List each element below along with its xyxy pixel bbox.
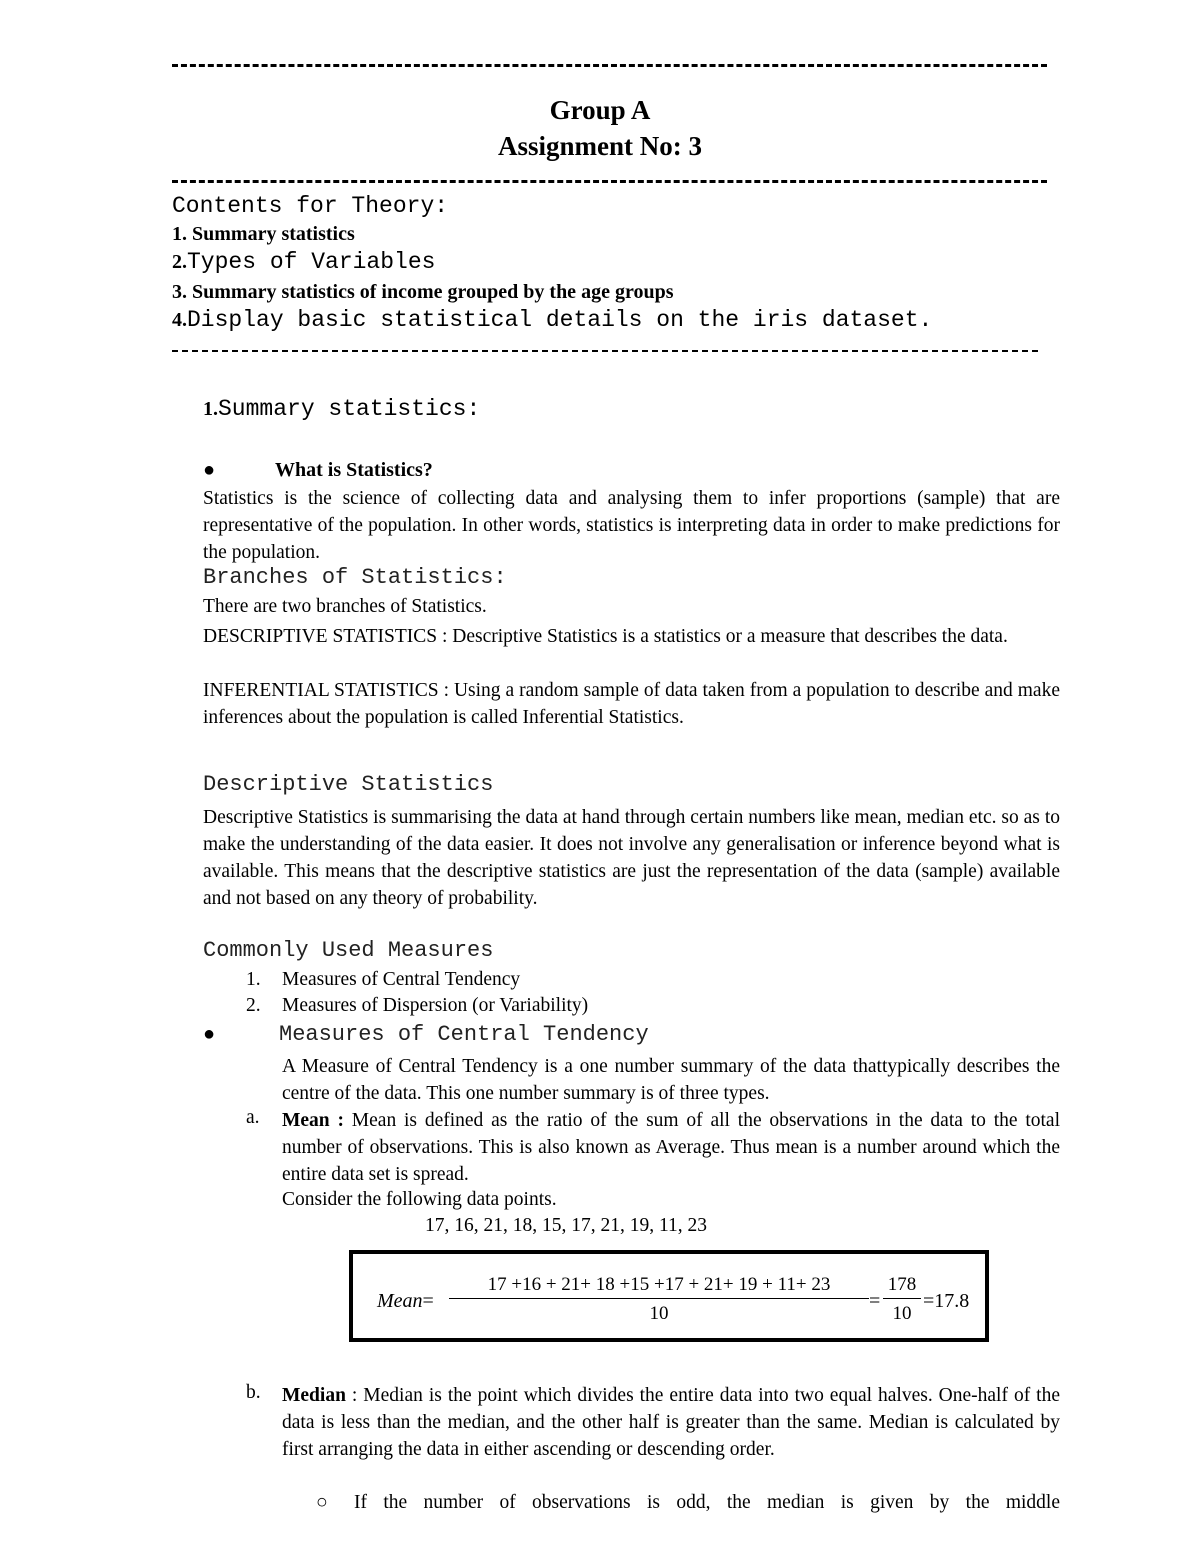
section-1-num: 1. [203,398,218,420]
measures-item-1 [246,969,520,991]
contents-item-2-text: Types of Variables [187,249,436,275]
mean-body: Mean is defined as the ratio of the sum of all the observations in the data to the total number of observations. This is also known as Average. Thus mean is a number around which the entire data set is spread. [282,1110,1060,1185]
mean-label: Mean : [282,1110,344,1131]
section-1-title: Summary statistics: [218,396,481,422]
contents-item-3-num: 3. [172,281,187,303]
section-1-heading [203,396,480,422]
formula-numerator: 17 +16 + 21+ 18 +15 +17 + 21+ 19 + 11+ 23 [449,1274,869,1299]
contents-item-2 [172,249,435,275]
branches-intro: There are two branches of Statistics. [203,596,487,617]
measures-item-1-num: 1. [246,969,261,990]
bullet-dot-icon: ● [203,459,216,481]
contents-item-3 [172,281,673,304]
contents-item-1-num: 1. [172,223,187,245]
measures-item-2-num: 2. [246,995,261,1016]
formula-lhs-text: Mean [377,1290,423,1312]
formula-fraction-2 [883,1274,921,1325]
central-tendency-title: Measures of Central Tendency [279,1022,649,1047]
inferential-definition: INFERENTIAL STATISTICS : Using a random sample of data taken from a population to describe and make inferences about the population is called Inferential Statistics. [203,680,1060,728]
mean-consider: Consider the following data points. [282,1189,557,1210]
contents-title: Contents for Theory: [172,193,449,219]
heading-rule [172,180,1047,183]
descriptive-statistics-body: Descriptive Statistics is summarising the data at hand through certain numbers like mean, median etc. so as to make the understanding of the data easier. It does not involve any generalisation or inference beyond what is available. This means that the descriptive statistics are just the representation of the data (sample) available and not based on any theory of probability. [203,807,1060,909]
median-odd-item [316,1492,1060,1514]
statistics-definition: Statistics is the science of collecting data and analysing them to infer proportions (sample) that are representative of the population. In other words, statistics is interpreting data in order to make predictions for the population. [203,488,1060,563]
central-tendency-body: A Measure of Central Tendency is a one number summary of the data thattypically describes the centre of the data. This one number summary is of three types. [282,1056,1060,1104]
measures-item-2 [246,995,588,1017]
mean-paragraph [282,1107,1060,1188]
formula-denominator: 10 [649,1303,669,1324]
group-heading: Group A [549,95,651,125]
formula-lhs [377,1290,434,1313]
branches-title: Branches of Statistics: [203,565,507,590]
bullet-what-is-statistics [203,459,433,482]
median-odd-text: If the number of observations is odd, the median is given by the middle [354,1492,1060,1513]
formula-lhs-eq: = [422,1290,434,1312]
measures-item-2-text: Measures of Dispersion (or Variability) [282,995,589,1016]
measures-item-1-text: Measures of Central Tendency [282,969,521,990]
descriptive-definition: DESCRIPTIVE STATISTICS : Descriptive Statistics is a statistics or a measure that describes the data. [203,626,1008,647]
contents-rule [172,350,1038,352]
contents-item-4-num: 4. [172,309,187,331]
median-letter: b. [246,1382,261,1403]
median-body: : Median is the point which divides the entire data into two equal halves. One-half of the data is less than the median, and the other half is greater than the same. Median is calculated by first arranging the data in either ascending or descending order. [282,1385,1060,1460]
mean-letter: a. [246,1107,260,1128]
formula-numerator-2: 178 [883,1274,921,1299]
contents-item-3-text: Summary statistics of income grouped by the age groups [192,281,674,303]
hollow-bullet-icon: ○ [316,1492,328,1513]
central-tendency-heading [203,1022,649,1047]
top-rule [172,64,1047,67]
contents-item-4-text: Display basic statistical details on the iris dataset. [187,307,933,333]
median-paragraph [282,1382,1060,1463]
contents-item-1-text: Summary statistics [192,223,355,245]
contents-item-4 [172,307,932,333]
mean-formula-box [349,1250,989,1342]
formula-result: =17.8 [923,1290,970,1312]
mean-data-points: 17, 16, 21, 18, 15, 17, 21, 19, 11, 23 [425,1215,708,1236]
descriptive-statistics-title: Descriptive Statistics [203,772,494,797]
contents-item-1 [172,223,355,246]
formula-eq: = [869,1290,881,1312]
formula-denominator-2: 10 [892,1303,912,1324]
measures-title: Commonly Used Measures [203,938,494,963]
median-label: Median [282,1385,346,1406]
assignment-heading: Assignment No: 3 [497,131,702,161]
formula-fraction-1 [449,1274,869,1325]
bullet-what-is-statistics-text: What is Statistics? [275,459,433,481]
central-tendency-bullet-icon: ● [203,1023,216,1045]
contents-item-2-num: 2. [172,251,187,273]
